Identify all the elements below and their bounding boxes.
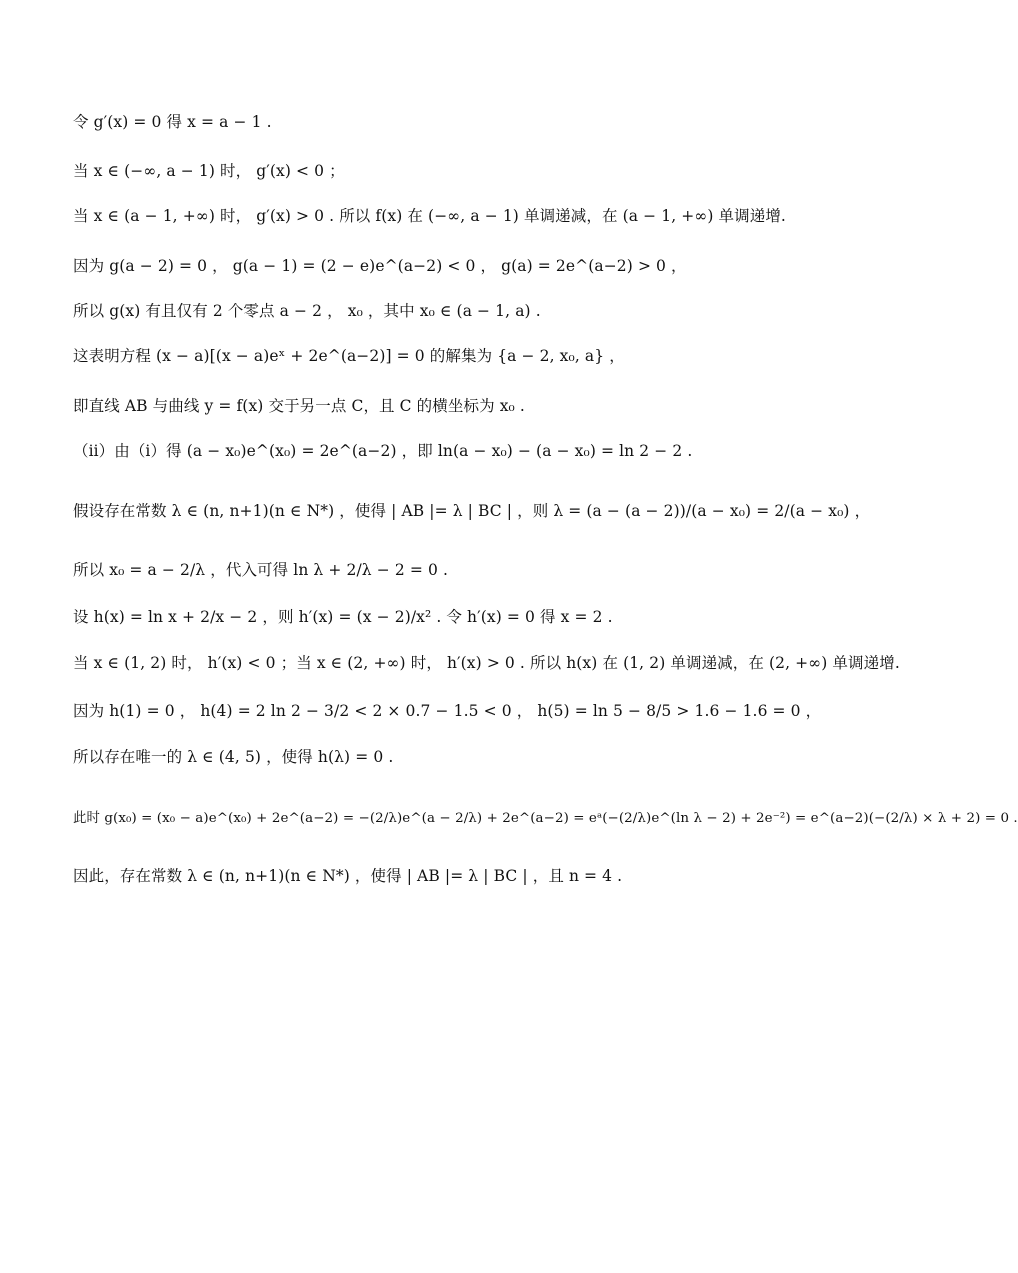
text-line-1: 令 g′(x) = 0 得 x = a − 1 .	[73, 113, 272, 131]
text-line-12: 当 x ∈ (1, 2) 时， h′(x) < 0 ；当 x ∈ (2, +∞) 时， h′(x) > 0 . 所以 h(x) 在 (1, 2) 单调递减，在 (2, +∞) 单调递增.	[73, 654, 900, 672]
text-line-6: 这表明方程 (x − a)[(x − a)eˣ + 2e^(a−2)] = 0 的解集为 {a − 2, x₀, a} ，	[73, 347, 625, 365]
text-line-5: 所以 g(x) 有且仅有 2 个零点 a − 2 ， x₀ ，其中 x₀ ∈ (a − 1, a) .	[73, 302, 541, 320]
text-line-15: 此时 g(x₀) = (x₀ − a)e^(x₀) + 2e^(a−2) = −(2/λ)e^(a − 2/λ) + 2e^(a−2) = eᵃ(−(2/λ)e^(ln λ − 2) + 2e⁻²) = e^(a−2)(−(2/λ) × λ + 2) = 0 .	[73, 811, 1018, 826]
text-line-9: 假设存在常数 λ ∈ (n, n+1)(n ∈ N*) ，使得 | AB |= λ | BC | ，则 λ = (a − (a − 2))/(a − x₀) = 2/(a − x₀) ，	[73, 502, 871, 520]
text-line-16: 因此，存在常数 λ ∈ (n, n+1)(n ∈ N*) ，使得 | AB |= λ | BC | ，且 n = 4 .	[73, 867, 623, 885]
text-line-13: 因为 h(1) = 0 ， h(4) = 2 ln 2 − 3/2 < 2 × 0.7 − 1.5 < 0 ， h(5) = ln 5 − 8/5 > 1.6 − 1.6 = 0 ，	[73, 702, 822, 720]
text-line-10: 所以 x₀ = a − 2/λ ，代入可得 ln λ + 2/λ − 2 = 0 .	[73, 561, 448, 579]
text-line-7: 即直线 AB 与曲线 y = f(x) 交于另一点 C，且 C 的横坐标为 x₀ .	[73, 397, 525, 415]
text-line-4: 因为 g(a − 2) = 0 ， g(a − 1) = (2 − e)e^(a−2) < 0 ， g(a) = 2e^(a−2) > 0 ，	[73, 257, 687, 275]
text-line-11: 设 h(x) = ln x + 2/x − 2 ，则 h′(x) = (x − 2)/x² . 令 h′(x) = 0 得 x = 2 .	[73, 608, 613, 626]
text-line-2: 当 x ∈ (−∞, a − 1) 时， g′(x) < 0 ；	[73, 162, 345, 180]
text-line-3: 当 x ∈ (a − 1, +∞) 时， g′(x) > 0 . 所以 f(x) 在 (−∞, a − 1) 单调递减，在 (a − 1, +∞) 单调递增.	[73, 207, 786, 225]
text-line-8: （ⅱ）由（ⅰ）得 (a − x₀)e^(x₀) = 2e^(a−2) ，即 ln(a − x₀) − (a − x₀) = ln 2 − 2 .	[73, 442, 693, 460]
text-line-14: 所以存在唯一的 λ ∈ (4, 5) ，使得 h(λ) = 0 .	[73, 748, 394, 766]
